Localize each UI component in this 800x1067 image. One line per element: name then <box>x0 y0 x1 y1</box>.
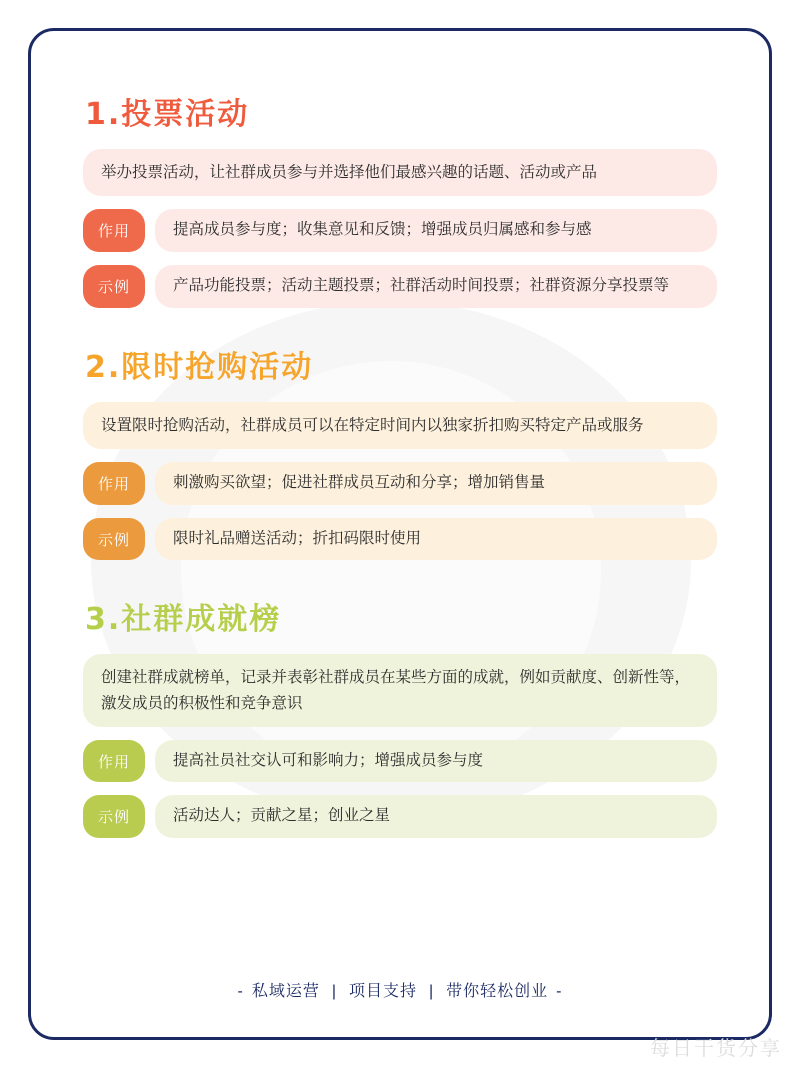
section-row <box>83 795 717 838</box>
row-tag: 示例 <box>83 265 145 308</box>
footer-item-3: 带你轻松创业 <box>446 983 549 1000</box>
section-row <box>83 209 717 252</box>
watermark-text: 每日干货分享 <box>650 1036 782 1060</box>
section-voting <box>83 89 717 308</box>
row-tag: 作用 <box>83 740 145 783</box>
row-text: 提高成员参与度；收集意见和反馈；增强成员归属感和参与感 <box>155 209 717 252</box>
footer-item-1: 私域运营 <box>251 983 320 1000</box>
section-title: 3.社群成就榜 <box>85 602 282 638</box>
footer-lead-dash: - <box>237 983 244 1000</box>
row-text: 限时礼品赠送活动；折扣码限时使用 <box>155 518 717 561</box>
footer-trail-dash: - <box>556 983 563 1000</box>
section-title: 2.限时抢购活动 <box>85 349 314 385</box>
section-description: 举办投票活动，让社群成员参与并选择他们最感兴趣的话题、活动或产品 <box>83 149 717 196</box>
poster-card <box>28 28 772 1040</box>
section-title: 1.投票活动 <box>85 97 250 132</box>
footer <box>31 978 769 1001</box>
section-description: 设置限时抢购活动，社群成员可以在特定时间内以独家折扣购买特定产品或服务 <box>83 402 717 449</box>
section-flash-sale <box>83 342 717 561</box>
row-tag: 作用 <box>83 209 145 252</box>
row-tag: 作用 <box>83 462 145 505</box>
row-text: 产品功能投票；活动主题投票；社群活动时间投票；社群资源分享投票等 <box>155 265 717 308</box>
section-row <box>83 265 717 308</box>
row-text: 活动达人；贡献之星；创业之星 <box>155 795 717 838</box>
content-area <box>31 31 769 838</box>
section-row <box>83 740 717 783</box>
row-text: 刺激购买欲望；促进社群成员互动和分享；增加销售量 <box>155 462 717 505</box>
footer-separator: | <box>429 983 435 1000</box>
section-achievement-board <box>83 594 717 838</box>
footer-item-2: 项目支持 <box>348 983 417 1000</box>
section-row <box>83 462 717 505</box>
section-description: 创建社群成就榜单，记录并表彰社群成员在某些方面的成就，例如贡献度、创新性等，激发成员的积极性和竞争意识 <box>83 654 717 726</box>
row-text: 提高社员社交认可和影响力；增强成员参与度 <box>155 740 717 783</box>
row-tag: 示例 <box>83 795 145 838</box>
row-tag: 示例 <box>83 518 145 561</box>
section-row <box>83 518 717 561</box>
footer-separator: | <box>331 983 337 1000</box>
